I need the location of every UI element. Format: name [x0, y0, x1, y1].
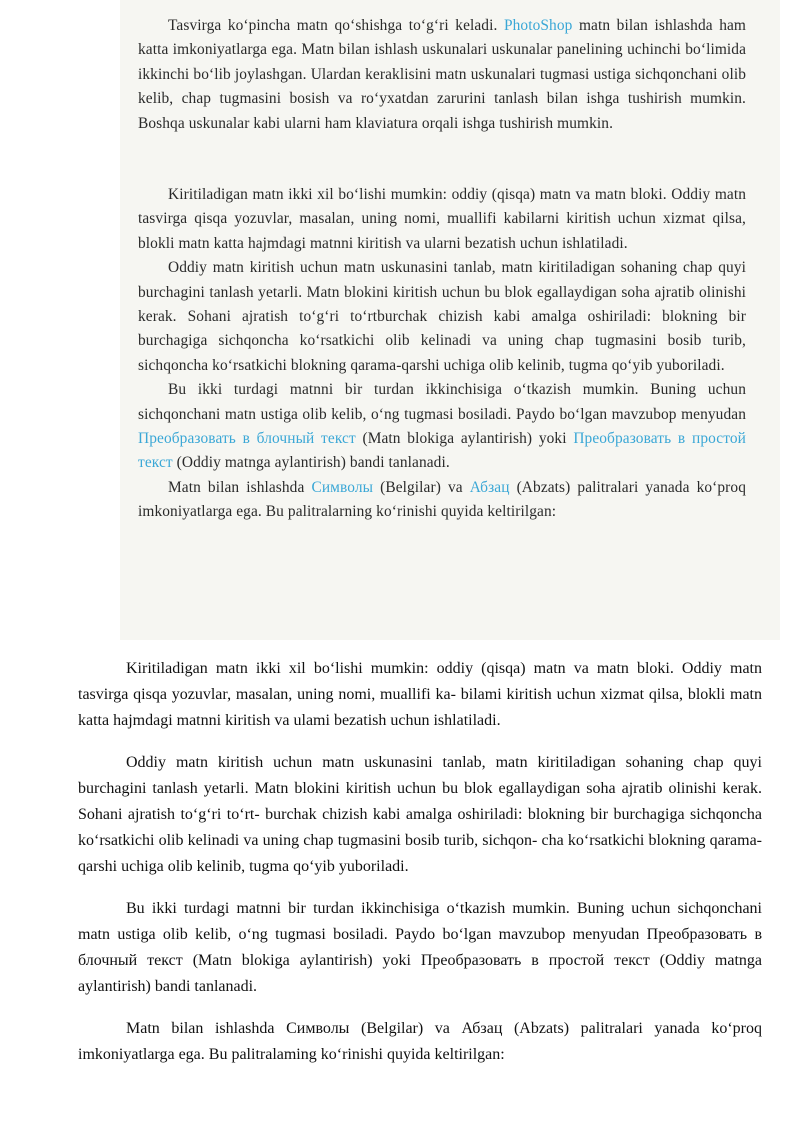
text-paragraph-4: Matn bilan ishlashda Символы (Belgilar) va Абзац (Abzats) palitralari yanada ko‘proq imkoniyatlarga ega. Bu palitralaming ko‘rinishi quyida keltirilgan: [78, 1020, 762, 1063]
transcribed-text [78, 656, 762, 1084]
scan-p4-russian-term-1: Символы [311, 478, 374, 496]
scan-p4-text-a: Matn bilan ishlashda [168, 478, 312, 496]
scan-paragraph-intro [138, 14, 746, 136]
scan-p3-russian-term-2: Преобразовать в простой текст [138, 430, 746, 472]
photoshop-link-text: PhotoShop [503, 17, 573, 34]
scan-p3-text-a: Bu ikki turdagi matnni bir turdan ikkinchisiga o‘tkazish mumkin. Buning uchun sichqonchani matn ustiga olib kelib, o‘ng tugmasi bosiladi. Paydo bo‘lgan mavzubop menyudan [138, 381, 746, 423]
text-paragraph-3: Bu ikki turdagi matnni bir turdan ikkinchisiga o‘tkazish mumkin. Buning uchun sichqonchani matn ustiga olib kelib, o‘ng tugmasi bosiladi. Paydo bo‘lgan mavzubop menyudan Преобразовать в блочный текст (Matn blokiga aylantirish) yoki Преобразовать в простой текст (Oddiy matnga aylantirish) bandi tanlanadi. [78, 900, 762, 995]
scan-p3-russian-term-1: Преобразовать в блочный текст [138, 430, 356, 448]
scan-p4-text-b: (Belgilar) va [373, 478, 470, 496]
scan-p4-text-c: (Abzats) palitralari yanada ko‘proq imkoniyatlarga ega. Bu palitralarning ko‘rinishi quyida keltirilgan: [138, 478, 746, 521]
scan-paragraph-3 [138, 378, 746, 476]
scan-intro-text-end: matn bilan ishlashda ham katta imkoniyatlarga ega. Matn bilan ishlash uskunalari uskunalar panelining uchinchi bo‘limida ikkinchi bo‘lib joylashgan. Ulardan keraklisini matn uskunalari tugmasi ustiga sichqonchani olib kelib, chap tugmasini bosish va ro‘yxatdan zarurini tanlash bilan ishga tushirish mumkin. Boshqa uskunalar kabi ularni ham klaviatura orqali ishga tushirish mumkin. [138, 17, 746, 132]
scan-paragraph-4 [138, 476, 746, 525]
text-paragraph-2: Oddiy matn kiritish uchun matn uskunasini tanlab, matn kiritiladigan sohaning chap quyi burchagini tanlash yetarli. Matn blokini kiritish uchun bu blok egallaydigan soha ajratib olinishi kerak. Sohani ajratish to‘g‘ri to‘rt- burchak chizish kabi amalga oshiriladi: blokning bir burchagiga sichqoncha ko‘rsatkichi olib kelinadi va uning chap tugmasini bosib turib, sichqon- cha ko‘rsatkichi blokning qarama-qarshi uchiga olib kelinib, tugma qo‘yib yuboriladi. [78, 754, 762, 875]
text-paragraph-1: Kiritiladigan matn ikki xil bo‘lishi mumkin: oddiy (qisqa) matn va matn bloki. Oddiy matn tasvirga qisqa yozuvlar, masalan, uning nomi, muallifi ka- bilami kiritish uchun xizmat qilsa, blokli matn katta hajmdagi matnni kiritish va ulami bezatish uchun ishlatiladi. [78, 660, 762, 729]
scan-paragraph-1: Kiritiladigan matn ikki xil bo‘lishi mumkin: oddiy (qisqa) matn va matn bloki. Oddiy matn tasvirga qisqa yozuvlar, masalan, uning nomi, muallifi kabilarni kiritish uchun xizmat qilsa, blokli matn katta hajmdagi matnni kiritish va ularni bezatish uchun ishlatiladi. [138, 186, 746, 252]
scan-paragraphs [138, 183, 746, 525]
scanned-page-image [120, 0, 780, 640]
scan-paragraph-2: Oddiy matn kiritish uchun matn uskunasini tanlab, matn kiritiladigan sohaning chap quyi burchagini tanlash yetarli. Matn blokini kiritish uchun bu blok egallaydigan soha ajratib olinishi kerak. Sohani ajratish to‘g‘ri to‘rtburchak chizish kabi amalga oshiriladi: blokning bir burchagiga sichqoncha ko‘rsatkichi olib kelinadi va uning chap tugmasini bosib turib, sichqoncha ko‘rsatkichi blokning qarama-qarshi uchiga olib kelinib, tugma qo‘yib yuboriladi. [138, 259, 746, 374]
scan-p3-text-b: (Matn blokiga aylantirish) yoki [355, 430, 574, 448]
scan-p3-text-c: (Oddiy matnga aylantirish) bandi tanlanadi. [172, 454, 450, 472]
scan-p4-russian-term-2: Абзац [469, 478, 510, 496]
scan-intro-text-start: Tasvirga ko‘pincha matn qo‘shishga to‘g‘ri keladi. [168, 17, 504, 34]
